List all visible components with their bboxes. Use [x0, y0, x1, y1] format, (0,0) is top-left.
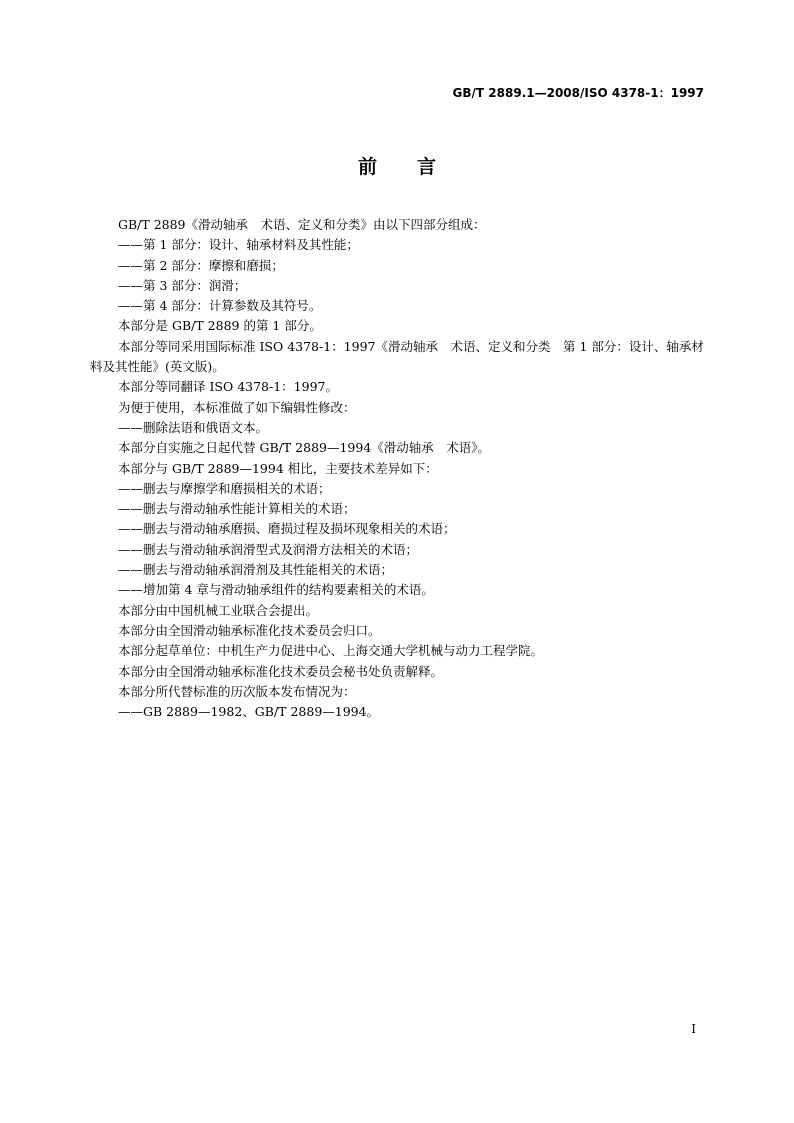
- preface-body: [90, 215, 704, 722]
- paragraph: 本部分与 GB/T 2889—1994 相比，主要技术差异如下：: [118, 460, 438, 476]
- paragraph: 本部分所代替标准的历次版本发布情况为：: [118, 683, 356, 699]
- paragraph: 为便于使用，本标准做了如下编辑性修改：: [118, 399, 356, 415]
- list-item: ——第 3 部分：润滑；: [118, 277, 247, 293]
- list-item: ——第 2 部分：摩擦和磨损；: [118, 257, 284, 273]
- paragraph: 本部分由中国机械工业联合会提出。: [118, 602, 319, 618]
- paragraph: 本部分由全国滑动轴承标准化技术委员会秘书处负责解释。: [118, 663, 444, 679]
- list-item: ——删去与滑动轴承性能计算相关的术语；: [118, 501, 356, 517]
- list-item: ——第 1 部分：设计、轴承材料及其性能；: [118, 237, 359, 253]
- list-item: ——删去与滑动轴承润滑型式及润滑方法相关的术语；: [118, 541, 419, 557]
- paragraph: 本部分等同采用国际标准 ISO 4378-1：1997《滑动轴承 术语、定义和分类 第 1 部分：设计、轴承材料及其性能》(英文版)。: [90, 338, 704, 375]
- paragraph: 本部分起草单位：中机生产力促进中心、上海交通大学机械与动力工程学院。: [118, 643, 544, 659]
- list-item: ——GB 2889—1982、GB/T 2889—1994。: [118, 704, 380, 720]
- paragraph: 本部分由全国滑动轴承标准化技术委员会归口。: [118, 622, 381, 638]
- page-title: 前言: [357, 156, 476, 178]
- list-item: ——增加第 4 章与滑动轴承组件的结构要素相关的术语。: [118, 582, 434, 598]
- paragraph: 本部分自实施之日起代替 GB/T 2889—1994《滑动轴承 术语》。: [118, 440, 491, 456]
- list-item: ——删去与滑动轴承磨损、磨损过程及损坏现象相关的术语；: [118, 521, 456, 537]
- list-item: ——删去与摩擦学和磨损相关的术语；: [118, 480, 331, 496]
- list-item: ——第 4 部分：计算参数及其符号。: [118, 298, 322, 314]
- standard-number: GB/T 2889.1—2008/ISO 4378-1：1997: [452, 86, 704, 100]
- paragraph: GB/T 2889《滑动轴承 术语、定义和分类》由以下四部分组成：: [118, 217, 486, 232]
- paragraph: 本部分是 GB/T 2889 的第 1 部分。: [118, 318, 322, 334]
- list-item: ——删去与滑动轴承润滑剂及其性能相关的术语；: [118, 562, 394, 578]
- list-item: ——删除法语和俄语文本。: [118, 419, 269, 435]
- page-number: I: [691, 1022, 696, 1036]
- paragraph: 本部分等同翻译 ISO 4378-1：1997。: [118, 379, 338, 395]
